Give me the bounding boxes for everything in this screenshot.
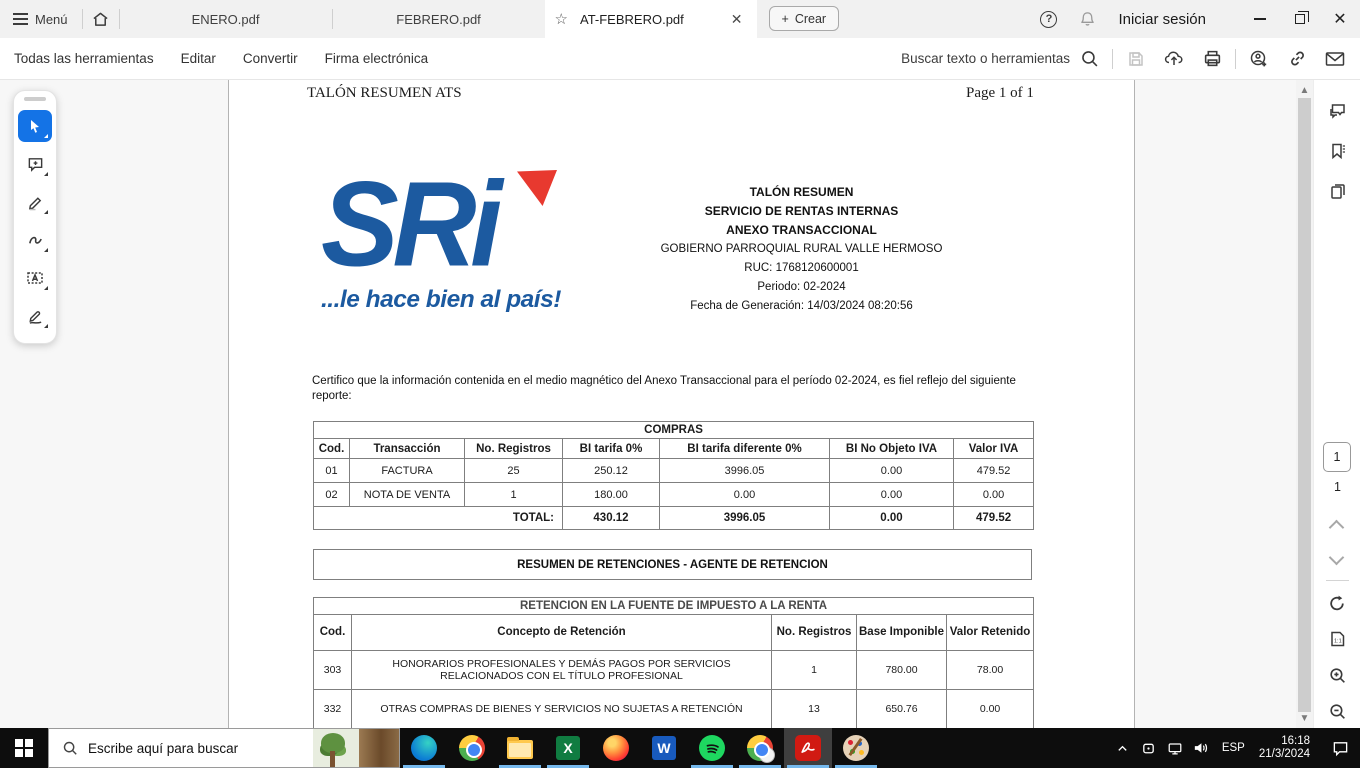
taskbar-excel[interactable] — [544, 728, 592, 768]
bookmark-icon — [1329, 142, 1347, 160]
scrollbar-thumb[interactable] — [1298, 98, 1311, 712]
col-header: Concepto de Retención — [352, 615, 772, 651]
hamburger-icon — [13, 10, 28, 28]
page-thumbnails-button[interactable] — [1314, 176, 1360, 206]
word-icon: W — [652, 736, 676, 760]
org-line: ANEXO TRANSACCIONAL — [726, 223, 877, 237]
language-indicator[interactable]: ESP — [1221, 742, 1245, 754]
vertical-scrollbar[interactable] — [1296, 80, 1313, 728]
pdf-page — [228, 80, 1135, 728]
volume-button[interactable] — [1188, 728, 1214, 768]
edit-menu[interactable]: Editar — [180, 51, 216, 66]
cell: 1 — [772, 651, 857, 690]
retencion-title: RETENCION EN LA FUENTE DE IMPUESTO A LA RENTA — [314, 598, 1034, 615]
cell: 0.00 — [947, 690, 1034, 729]
cell: 78.00 — [947, 651, 1034, 690]
cell: 3996.05 — [660, 459, 830, 483]
close-button[interactable] — [1320, 0, 1360, 38]
svg-text:1:1: 1:1 — [1333, 638, 1342, 645]
link-icon — [1288, 49, 1307, 68]
search-label[interactable]: Buscar texto o herramientas — [901, 51, 1070, 66]
action-center-button[interactable] — [1320, 728, 1360, 768]
restore-icon — [1295, 14, 1305, 24]
tab-enero[interactable] — [120, 0, 332, 38]
home-button[interactable] — [83, 0, 119, 38]
tab-close-icon[interactable]: ✕ — [730, 10, 743, 27]
ethernet-network-icon — [1167, 741, 1183, 756]
printer-icon — [1203, 49, 1222, 68]
home-icon — [92, 11, 109, 28]
taskbar-spotify[interactable] — [688, 728, 736, 768]
table-row — [314, 483, 1034, 507]
search-icon — [62, 740, 78, 756]
tab-label: FEBRERO.pdf — [396, 11, 481, 27]
org-line: RUC: 1768120600001 — [744, 262, 859, 274]
col-header: Valor Retenido — [947, 615, 1034, 651]
table-row — [314, 459, 1034, 483]
save-icon — [1127, 50, 1145, 68]
taskbar-edge[interactable] — [400, 728, 448, 768]
date-label: 21/3/2024 — [1258, 748, 1310, 760]
doc-header-title: TALÓN RESUMEN ATS — [307, 85, 462, 101]
org-line: TALÓN RESUMEN — [749, 185, 854, 199]
convert-menu[interactable]: Convertir — [242, 51, 298, 66]
acrobat-toolbar — [0, 38, 1360, 80]
firefox-icon — [603, 735, 629, 761]
taskbar-file-explorer[interactable] — [496, 728, 544, 768]
cell: 332 — [314, 690, 352, 729]
cell: 250.12 — [563, 459, 660, 483]
time-label: 16:18 — [1281, 734, 1310, 747]
cell: 303 — [314, 651, 352, 690]
acrobat-titlebar — [0, 0, 1360, 38]
comments-panel-button[interactable] — [1314, 96, 1360, 126]
select-tool-button[interactable] — [18, 110, 52, 142]
bookmarks-panel-button[interactable] — [1314, 136, 1360, 166]
previous-page-button[interactable] — [1329, 520, 1345, 536]
cell: 780.00 — [857, 651, 947, 690]
total-cell: 3996.05 — [660, 507, 830, 530]
total-cell: 479.52 — [954, 507, 1034, 530]
esign-menu[interactable]: Firma electrónica — [324, 51, 429, 66]
add-text-icon — [26, 269, 44, 287]
rotate-icon — [1328, 594, 1347, 613]
cell: OTRAS COMPRAS DE BIENES Y SERVICIOS NO SUJETAS A RETENCIÓN — [352, 690, 772, 729]
zoom-out-button[interactable] — [1314, 696, 1360, 726]
close-icon: ✕ — [1333, 11, 1347, 28]
tab-at-febrero-active[interactable] — [545, 0, 757, 38]
cell: 0.00 — [830, 483, 954, 507]
tree-icon — [321, 733, 345, 753]
scroll-down-arrow[interactable]: ▼ — [1299, 712, 1310, 724]
cell: 180.00 — [563, 483, 660, 507]
cell: HONORARIOS PROFESIONALES Y DEMÁS PAGOS POR SERVICIOS RELACIONADOS CON EL TÍTULO PROFESIONAL — [352, 651, 772, 690]
tab-febrero[interactable] — [333, 0, 545, 38]
menu-button[interactable] — [0, 0, 82, 38]
highlight-tool-button[interactable] — [18, 186, 52, 218]
pointer-icon — [27, 118, 43, 134]
tree-trunk — [330, 751, 335, 767]
start-button[interactable] — [0, 728, 48, 768]
squiggle-icon — [27, 232, 44, 249]
taskbar-firefox[interactable] — [592, 728, 640, 768]
taskbar-acrobat-active[interactable] — [784, 728, 832, 768]
all-tools-menu[interactable]: Todas las herramientas — [14, 51, 154, 66]
search-icon — [1080, 49, 1099, 68]
speaker-icon — [1192, 740, 1209, 756]
compras-table — [313, 421, 1034, 530]
sri-logo-tagline: ...le hace bien al país! — [321, 286, 561, 313]
comment-plus-icon — [27, 156, 44, 173]
sign-in-button[interactable]: Iniciar sesión — [1118, 10, 1206, 28]
total-cell: 430.12 — [563, 507, 660, 530]
cell: NOTA DE VENTA — [350, 483, 465, 507]
add-text-tool-button[interactable] — [18, 262, 52, 294]
person-add-icon — [1249, 49, 1269, 69]
tray-app-icon — [1141, 741, 1156, 756]
zoom-out-icon — [1328, 702, 1347, 721]
star-icon[interactable]: ☆ — [554, 11, 568, 28]
signature-pen-icon — [27, 308, 44, 325]
plus-icon: + — [781, 11, 789, 26]
col-header: BI No Objeto IVA — [830, 439, 954, 459]
excel-icon: X — [556, 736, 580, 760]
request-signatures-button[interactable] — [1240, 44, 1278, 74]
totals-row — [314, 507, 1034, 530]
taskbar-chrome-profile[interactable] — [736, 728, 784, 768]
col-header: Transacción — [350, 439, 465, 459]
cell: 02 — [314, 483, 350, 507]
share-link-button[interactable] — [1278, 44, 1316, 74]
rotate-page-button[interactable] — [1314, 588, 1360, 618]
cloud-upload-icon — [1164, 49, 1184, 68]
pencil-icon — [27, 194, 44, 211]
divider — [1112, 49, 1113, 69]
taskbar-word[interactable] — [640, 728, 688, 768]
org-line: SERVICIO DE RENTAS INTERNAS — [704, 204, 899, 218]
paint-palette-icon — [843, 735, 869, 761]
divider — [1235, 49, 1236, 69]
chevron-up-icon — [1116, 742, 1129, 755]
org-line: Periodo: 02-2024 — [757, 281, 846, 293]
trunk-image — [359, 729, 399, 767]
org-header-block — [569, 183, 1034, 316]
notifications-bell-icon[interactable] — [1079, 10, 1096, 28]
search-highlight-image[interactable] — [313, 729, 399, 767]
cell: 650.76 — [857, 690, 947, 729]
col-header: BI tarifa 0% — [563, 439, 660, 459]
help-icon[interactable]: ? — [1040, 11, 1057, 28]
taskbar-search-box[interactable] — [48, 728, 400, 768]
org-line: Fecha de Generación: 14/03/2024 08:20:56 — [690, 300, 913, 312]
doc-header-page-number: Page 1 of 1 — [966, 85, 1034, 101]
comment-tool-button[interactable] — [18, 148, 52, 180]
envelope-icon — [1325, 50, 1345, 68]
spotify-icon — [699, 735, 725, 761]
cell: 13 — [772, 690, 857, 729]
table-row — [314, 690, 1034, 729]
fill-sign-tool-button[interactable] — [18, 300, 52, 332]
system-tray — [1110, 728, 1360, 768]
col-header: Cod. — [314, 439, 350, 459]
col-header: No. Registros — [772, 615, 857, 651]
sri-logo — [321, 155, 561, 314]
windows-logo-icon — [15, 739, 33, 757]
cell: 1 — [465, 483, 563, 507]
sri-logo-red-triangle — [517, 170, 557, 206]
actual-size-icon — [1329, 630, 1347, 648]
sri-logo-text: SRi — [321, 155, 497, 292]
zoom-in-icon — [1328, 666, 1347, 685]
scroll-up-arrow[interactable]: ▲ — [1299, 84, 1310, 96]
chrome-profile-icon — [747, 735, 773, 761]
page-number-input[interactable]: 1 — [1323, 442, 1351, 472]
quick-tools-panel — [13, 90, 57, 344]
right-panel-rail — [1313, 80, 1360, 728]
resumen-retenciones-header: RESUMEN DE RETENCIONES - AGENTE DE RETENCION — [313, 549, 1032, 580]
page-total-label: 1 — [1334, 480, 1341, 494]
certification-text: Certifico que la información contenida en el medio magnético del Anexo Transaccional para el período 02-2024, es fiel reflejo del siguiente reporte: — [312, 375, 1016, 402]
menu-label: Menú — [35, 11, 68, 27]
search-button[interactable] — [1070, 44, 1108, 74]
total-label: TOTAL: — [314, 507, 563, 530]
col-header: Cod. — [314, 615, 352, 651]
zoom-in-button[interactable] — [1314, 660, 1360, 690]
upload-cloud-button[interactable] — [1155, 44, 1193, 74]
file-explorer-icon — [507, 740, 533, 759]
divider — [1326, 580, 1349, 581]
minimize-button[interactable] — [1240, 0, 1280, 38]
tray-app-button[interactable] — [1136, 728, 1162, 768]
draw-tool-button[interactable] — [18, 224, 52, 256]
network-button[interactable] — [1162, 728, 1188, 768]
tab-label: ENERO.pdf — [191, 11, 260, 27]
col-header: No. Registros — [465, 439, 563, 459]
cell: 01 — [314, 459, 350, 483]
col-header: BI tarifa diferente 0% — [660, 439, 830, 459]
minimize-icon — [1254, 18, 1266, 20]
clock[interactable] — [1253, 735, 1320, 762]
acrobat-icon — [795, 735, 821, 761]
email-button[interactable] — [1316, 44, 1354, 74]
table-row — [314, 651, 1034, 690]
org-line: GOBIERNO PARROQUIAL RURAL VALLE HERMOSO — [660, 243, 943, 255]
tab-label: AT-FEBRERO.pdf — [579, 11, 684, 27]
comments-icon — [1328, 102, 1347, 121]
tray-expand-button[interactable] — [1110, 728, 1136, 768]
cell: 479.52 — [954, 459, 1034, 483]
cell: 0.00 — [660, 483, 830, 507]
cell: 0.00 — [830, 459, 954, 483]
restore-button[interactable] — [1280, 0, 1320, 38]
chrome-icon — [459, 735, 485, 761]
taskbar-chrome[interactable] — [448, 728, 496, 768]
document-viewport — [0, 80, 1360, 728]
action-center-icon — [1332, 740, 1349, 757]
next-page-button[interactable] — [1329, 550, 1345, 566]
compras-title: COMPRAS — [314, 422, 1034, 439]
pages-icon — [1329, 182, 1347, 200]
retencion-table — [313, 597, 1034, 728]
save-button[interactable] — [1117, 44, 1155, 74]
panel-drag-handle[interactable] — [24, 97, 46, 101]
col-header: Valor IVA — [954, 439, 1034, 459]
crear-button[interactable] — [769, 6, 840, 31]
taskbar-paint[interactable] — [832, 728, 880, 768]
actual-size-button[interactable] — [1314, 624, 1360, 654]
windows-taskbar — [0, 728, 1360, 768]
cell: FACTURA — [350, 459, 465, 483]
crear-label: Crear — [794, 11, 827, 26]
total-cell: 0.00 — [830, 507, 954, 530]
cell: 25 — [465, 459, 563, 483]
search-placeholder: Escribe aquí para buscar — [88, 740, 239, 756]
cell: 0.00 — [954, 483, 1034, 507]
print-button[interactable] — [1193, 44, 1231, 74]
col-header: Base Imponible — [857, 615, 947, 651]
edge-icon — [411, 735, 437, 761]
